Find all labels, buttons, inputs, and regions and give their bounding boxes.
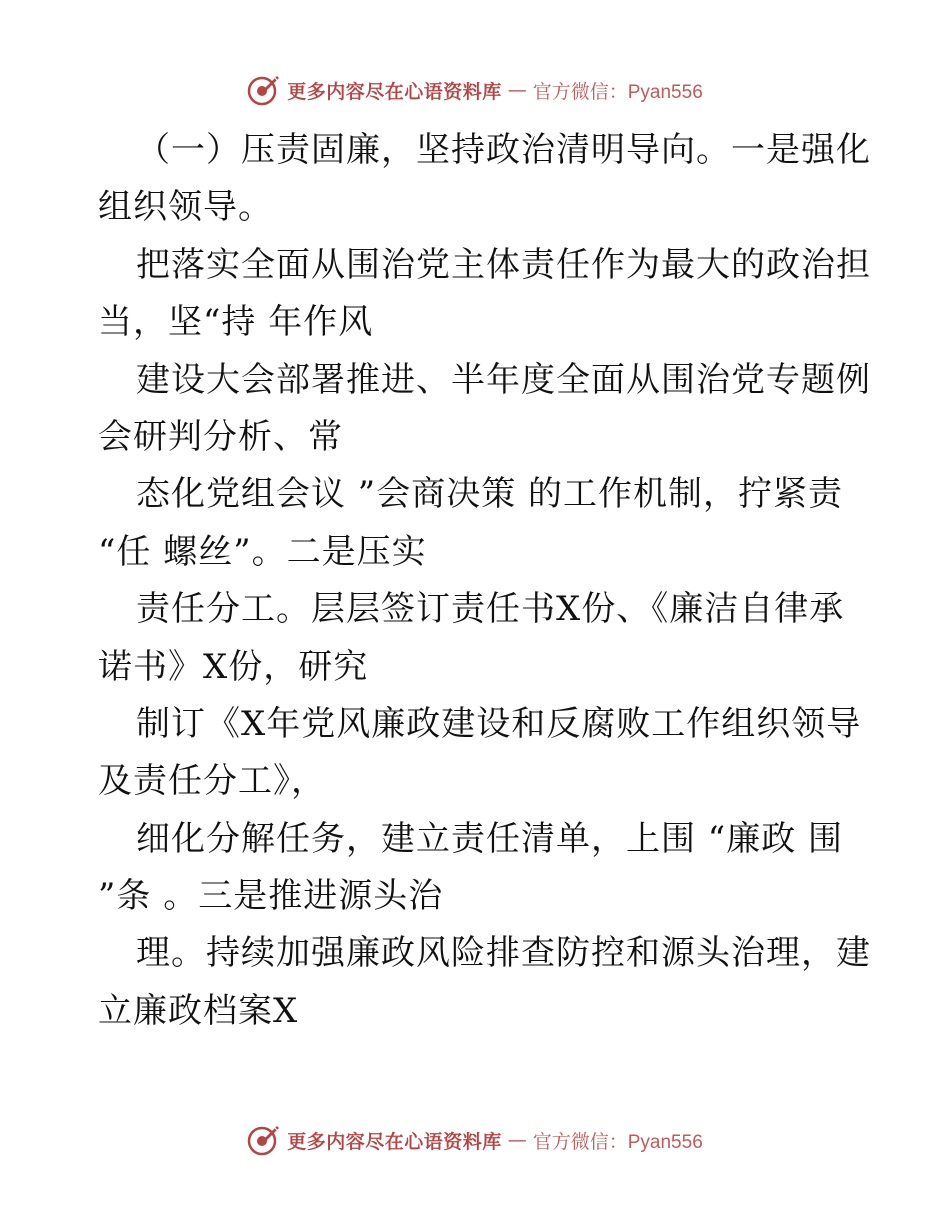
watermark-separator: — bbox=[507, 79, 527, 101]
footer-watermark bbox=[0, 1120, 950, 1160]
document-body bbox=[98, 122, 871, 1040]
text-line: ”条 。三是推进源头治 bbox=[98, 876, 444, 917]
text-line: 及责任分工》， bbox=[98, 761, 326, 802]
text-line: 责任分工。层层签订责任书X份、《廉洁自律承 bbox=[136, 589, 845, 630]
text-line: 会研判分析、常 bbox=[98, 416, 343, 457]
watermark-separator: — bbox=[507, 1129, 527, 1151]
text-line: 制订《X年党风廉政建设和反腐败工作组织领导 bbox=[136, 703, 862, 744]
text-line: （一）压责固廉，坚持政治清明导向。一是强化 bbox=[136, 130, 871, 170]
text-line: “任 螺丝”。二是压实 bbox=[98, 531, 427, 572]
text-line: 当，坚“持 年作风 bbox=[98, 302, 374, 343]
text-line: 诺书》X份，研究 bbox=[98, 646, 369, 687]
watermark-wechat-text: 官方微信：Pyan556 bbox=[532, 81, 703, 103]
watermark-wechat-text: 官方微信：Pyan556 bbox=[532, 1131, 703, 1153]
watermark-site-text: 更多内容尽在心语资料库 bbox=[287, 80, 502, 103]
text-line: 组织领导。 bbox=[98, 187, 273, 228]
text-line: 立廉政档案X bbox=[98, 990, 299, 1031]
header-watermark bbox=[0, 70, 950, 110]
text-line: 把落实全面从围治党主体责任作为最大的政治担 bbox=[136, 244, 871, 285]
text-line: 细化分解任务，建立责任清单，上围 “廉政 围 bbox=[136, 818, 843, 859]
text-line: 理。持续加强廉政风险排查防控和源头治理，建 bbox=[136, 933, 871, 974]
watermark-site-text: 更多内容尽在心语资料库 bbox=[287, 1130, 502, 1153]
pen-logo-icon bbox=[247, 1123, 281, 1157]
text-line: 建设大会部署推进、半年度全面从围治党专题例 bbox=[136, 359, 871, 400]
text-line: 态化党组会议 ”会商决策 的工作机制，拧紧责 bbox=[136, 474, 843, 515]
pen-logo-icon bbox=[247, 73, 281, 107]
